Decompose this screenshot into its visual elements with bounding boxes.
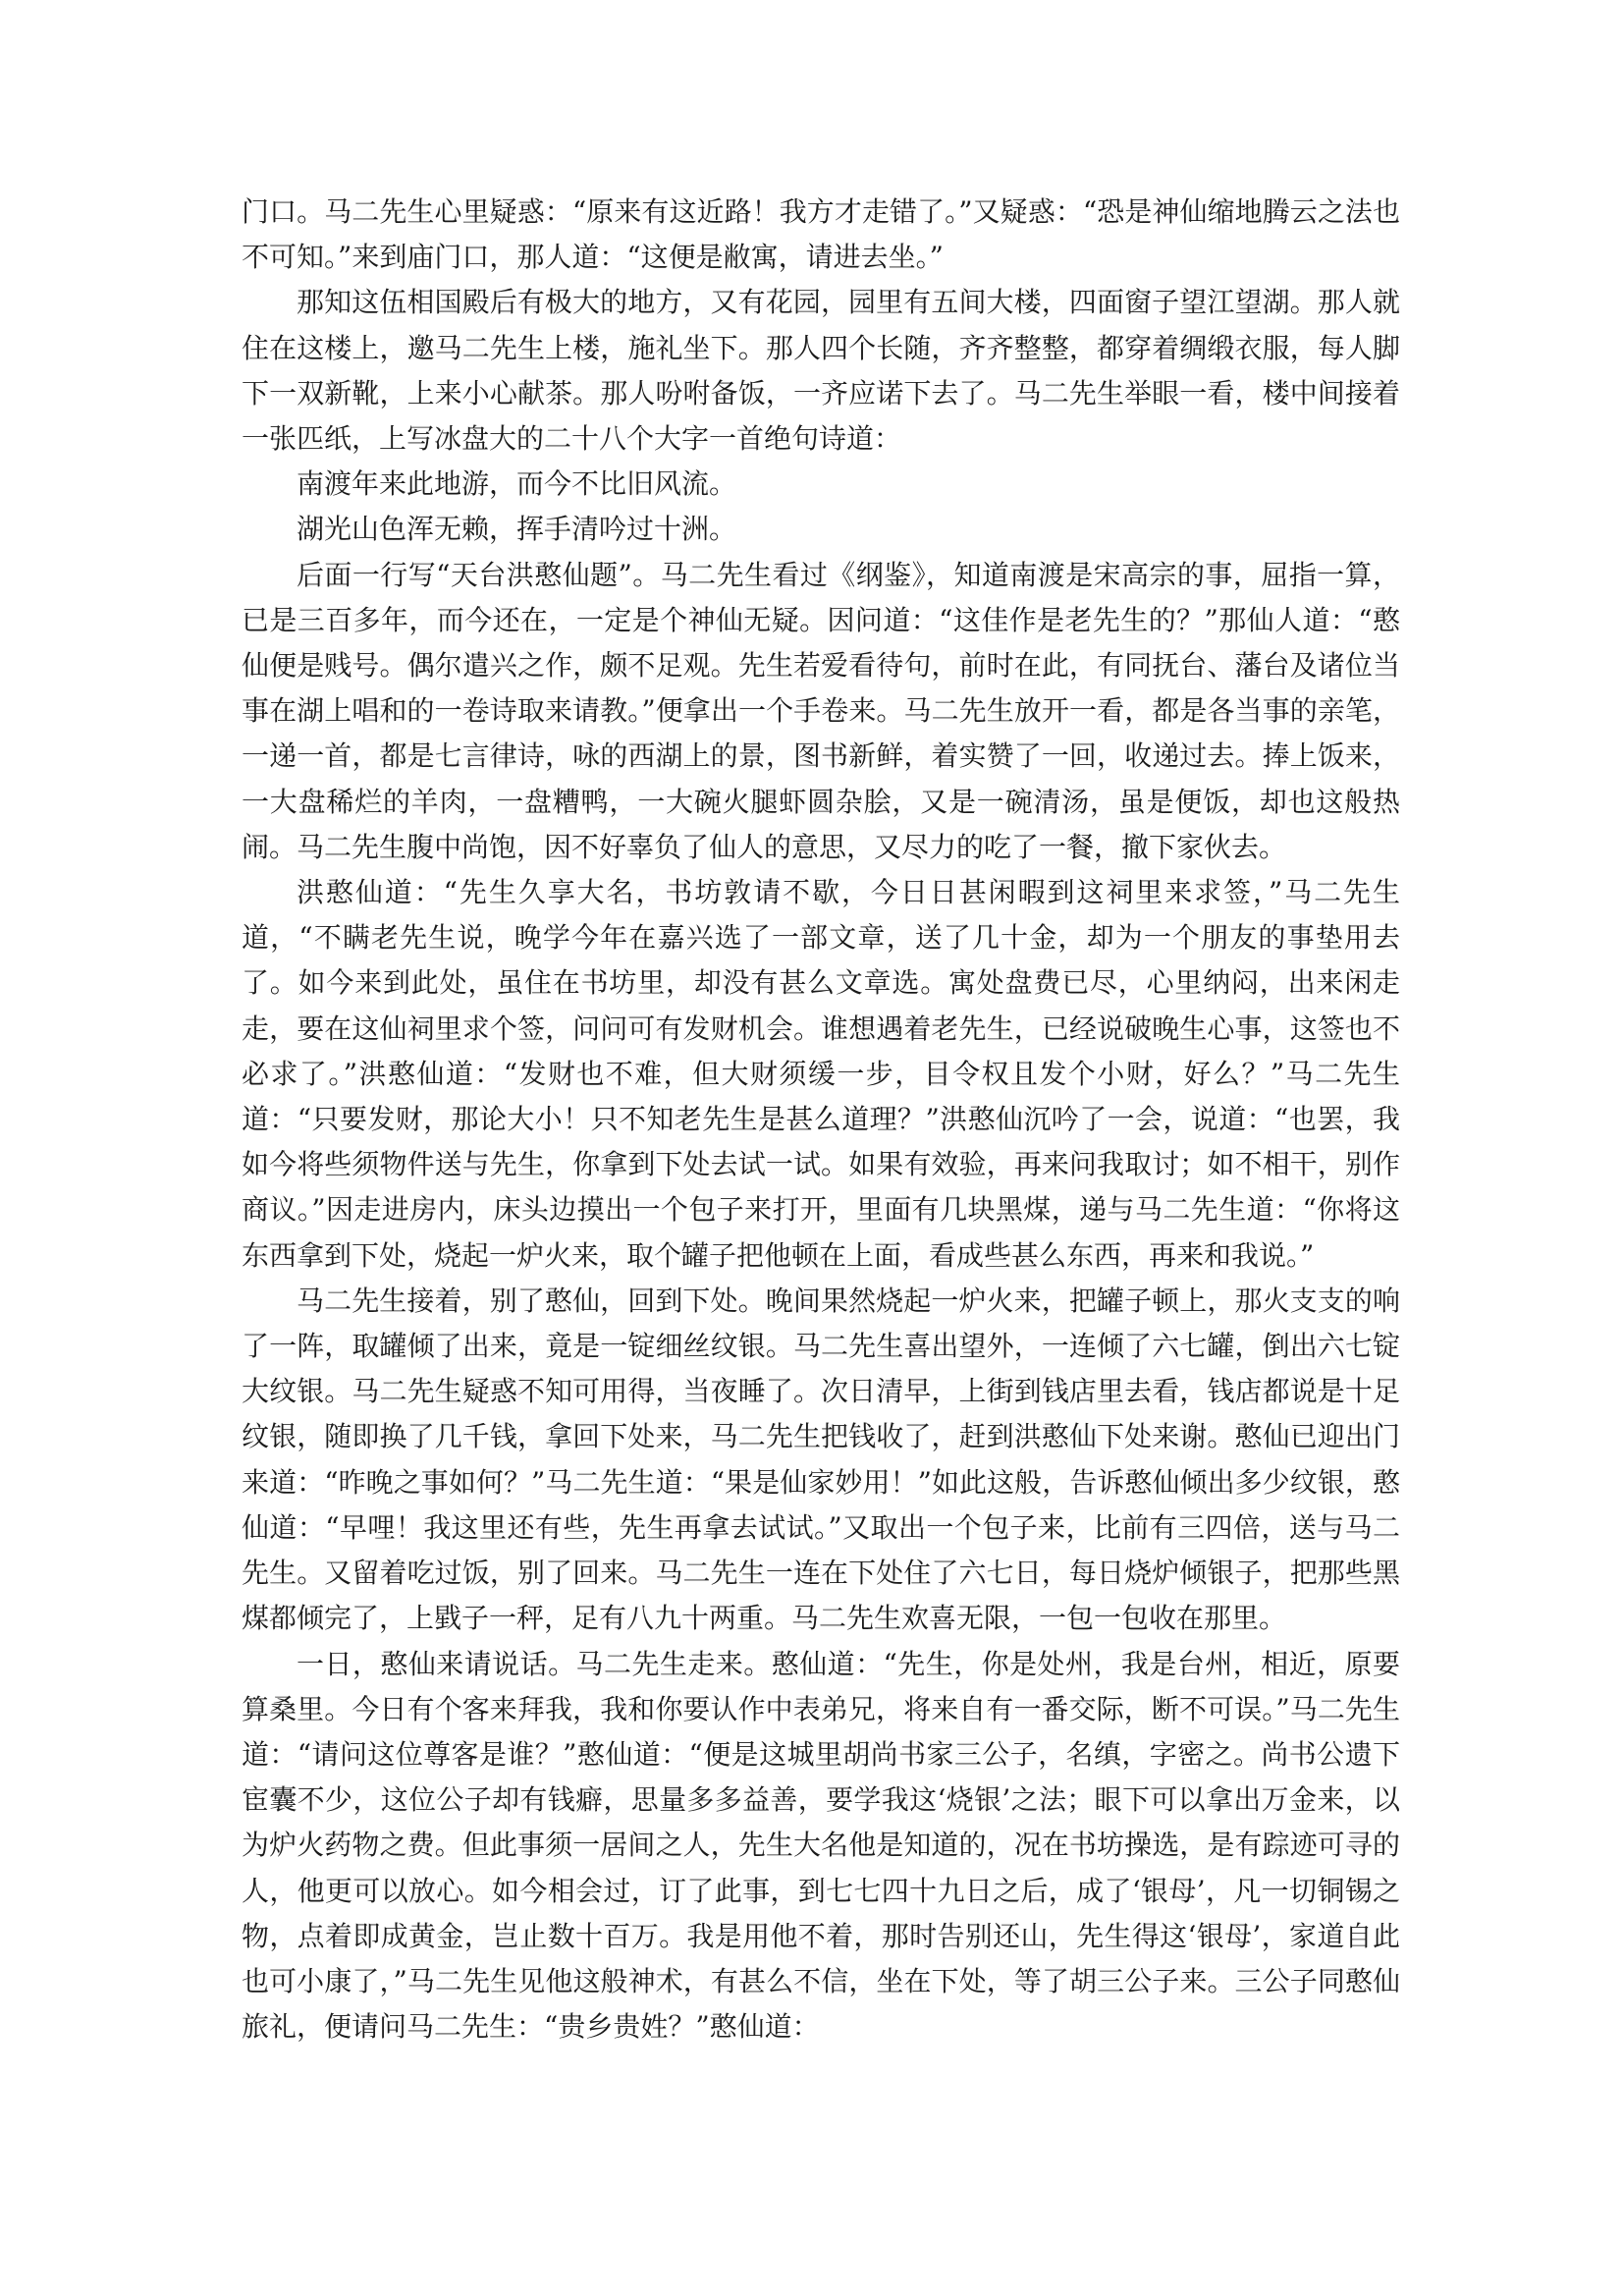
paragraph-6: 一日，憨仙来请说话。马二先生走来。憨仙道：“先生，你是处州，我是台州，相近，原要算桑里。今日有个客来拜我，我和你要认作中表弟兄，将来自有一番交际，断不可误。”马二先生道：“请问这位尊客是谁？”憨仙道：“便是这城里胡尚书家三公子，名缜，字密之。尚书公遗下宦囊不少，这位公子却有钱癖，思量多多益善，要学我这‘烧银’之法；眼下可以拿出万金来，以为炉火药物之费。但此事须一居间之人，先生大名他是知道的，况在书坊操选，是有踪迹可寻的人，他更可以放心。如今相会过，订了此事，到七七四十九日之后，成了‘银母’，凡一切铜锡之物，点着即成黄金，岂止数十百万。我是用他不着，那时告别还山，先生得这‘银母’，家道自此也可小康了，”马二先生见他这般神术，有甚么不信，坐在下处，等了胡三公子来。三公子同憨仙旅礼，便请问马二先生：“贵乡贵姓？”憨仙道： <box>242 1647 1400 2044</box>
poem-line-2: 湖光山色浑无赖，挥手清吟过十洲。 <box>297 513 737 546</box>
body-text <box>242 190 1400 2050</box>
poem-line-1: 南渡年来此地游，而今不比旧风流。 <box>297 467 737 501</box>
paragraph-3: 后面一行写“天台洪憨仙题”。马二先生看过《纲鉴》，知道南渡是宋高宗的事，屈指一算，已是三百多年，而今还在，一定是个神仙无疑。因问道：“这佳作是老先生的？”那仙人道：“憨仙便是贱号。偶尔遣兴之作，颇不足观。先生若爱看待句，前时在此，有同抚台、藩台及诸位当事在湖上唱和的一卷诗取来请教。”便拿出一个手卷来。马二先生放开一看，都是各当事的亲笔，一递一首，都是七言律诗，咏的西湖上的景，图书新鲜，着实赞了一回，收递过去。捧上饭来，一大盘稀烂的羊肉，一盘糟鸭，一大碗火腿虾圆杂脍，又是一碗清汤，虽是便饭，却也这般热闹。马二先生腹中尚饱，因不好辜负了仙人的意思，又尽力的吃了一餐，撤下家伙去。 <box>242 558 1400 863</box>
paragraph-5: 马二先生接着，别了憨仙，回到下处。晚间果然烧起一炉火来，把罐子顿上，那火支支的响了一阵，取罐倾了出来，竟是一锭细丝纹银。马二先生喜出望外，一连倾了六七罐，倒出六七锭大纹银。马二先生疑惑不知可用得，当夜睡了。次日清早，上街到钱店里去看，钱店都说是十足纹银，随即换了几千钱，拿回下处来，马二先生把钱收了，赶到洪憨仙下处来谢。憨仙已迎出门来道：“昨晚之事如何？”马二先生道：“果是仙家妙用！”如此这般，告诉憨仙倾出多少纹银，憨仙道：“早哩！我这里还有些，先生再拿去试试。”又取出一个包子来，比前有三四倍，送与马二先生。又留着吃过饭，别了回来。马二先生一连在下处住了六七日，每日烧炉倾银子，把那些黑煤都倾完了，上戥子一秤，足有八九十两重。马二先生欢喜无限，一包一包收在那里。 <box>242 1284 1400 1635</box>
paragraph-4: 洪憨仙道：“先生久享大名，书坊敦请不歇，今日日甚闲暇到这祠里来求签，”马二先生道，“不瞒老先生说，晚学今年在嘉兴选了一部文章，送了几十金，却为一个朋友的事垫用去了。如今来到此处，虽住在书坊里，却没有甚么文章选。寓处盘费已尽，心里纳闷，出来闲走走，要在这仙祠里求个签，问问可有发财机会。谁想遇着老先生，已经说破晚生心事，这签也不必求了。”洪憨仙道：“发财也不难，但大财须缓一步，目令权且发个小财，好么？”马二先生道：“只要发财，那论大小！只不知老先生是甚么道理？”洪憨仙沉吟了一会，说道：“也罢，我如今将些须物件送与先生，你拿到下处去试一试。如果有效验，再来问我取讨；如不相干，别作商议。”因走进房内，床头边摸出一个包子来打开，里面有几块黑煤，递与马二先生道：“你将这东西拿到下处，烧起一炉火来，取个罐子把他顿在上面，看成些甚么东西，再来和我说。” <box>242 876 1400 1272</box>
paragraph-1: 门口。马二先生心里疑惑：“原来有这近路！我方才走错了。”又疑惑：“恐是神仙缩地腾云之法也不可知。”来到庙门口，那人道：“这便是敝寓，请进去坐。” <box>242 195 1400 274</box>
paragraph-2: 那知这伍相国殿后有极大的地方，又有花园，园里有五间大楼，四面窗子望江望湖。那人就住在这楼上，邀马二先生上楼，施礼坐下。那人四个长随，齐齐整整，都穿着绸缎衣服，每人脚下一双新靴，上来小心献茶。那人吩咐备饭，一齐应诺下去了。马二先生举眼一看，楼中间接着一张匹纸，上写冰盘大的二十八个大字一首绝句诗道： <box>242 286 1400 456</box>
